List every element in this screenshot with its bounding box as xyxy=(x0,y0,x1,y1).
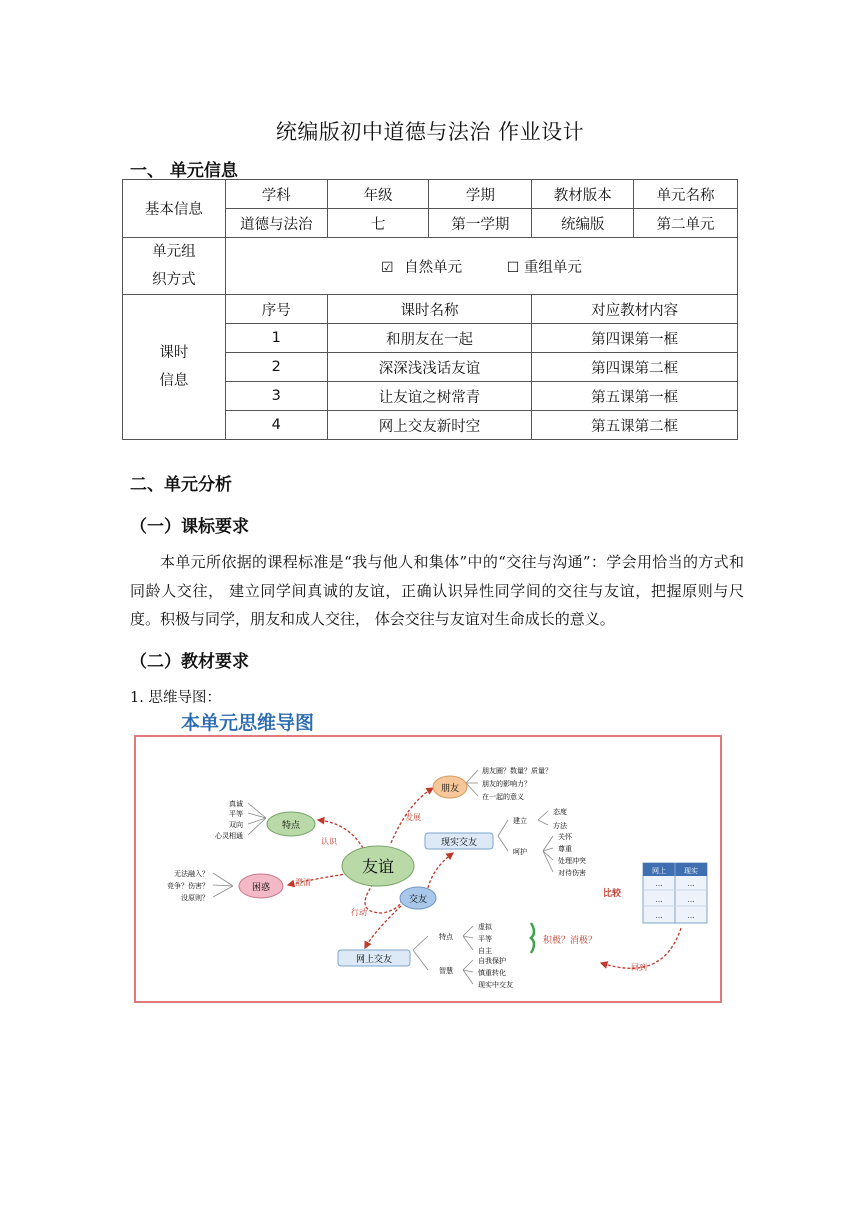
wisdom-item: 自我保护 xyxy=(478,957,506,965)
confusion-item: 竞争？伤害？ xyxy=(167,882,209,890)
establish-item: 方法 xyxy=(553,822,567,830)
positive-negative-label: 积极？消极？ xyxy=(543,936,598,946)
edge-recognize-label: 认识 xyxy=(321,837,337,846)
feature-item: 平等 xyxy=(229,810,243,818)
curriculum-standard-text: 本单元所依据的课程标准是“我与他人和集体”中的“交往与沟通”：学会用恰当的方式和同龄人交往， 建立同学间真诚的友谊，正确认识异性同学间的交往与友谊，把握原则与尺度。积极与同学，朋友和成人交往， 体会交往与友谊对生命成长的意义。 xyxy=(130,553,744,628)
header-subject: 学科 xyxy=(225,180,327,209)
maintain-item: 处理冲突 xyxy=(558,857,586,865)
wisdom-label: 智慧 xyxy=(439,967,453,975)
compare-cell: ... xyxy=(687,912,695,920)
lesson-name: 和朋友在一起 xyxy=(327,324,532,353)
wisdom-item: 现实中交友 xyxy=(478,981,513,989)
online-feature-item: 平等 xyxy=(478,935,492,943)
header-unit-name: 单元名称 xyxy=(634,180,738,209)
subheading-textbook-requirement: （二）教材要求 xyxy=(130,652,249,672)
natural-unit-checkbox[interactable]: ☑ xyxy=(380,259,394,276)
lesson-content: 第五课第二框 xyxy=(532,411,738,440)
lesson-label-line1: 课时 xyxy=(159,345,189,361)
lesson-label-line2: 信息 xyxy=(159,373,189,389)
org-method-options xyxy=(225,238,737,295)
lesson-no: 1 xyxy=(225,324,327,353)
feature-item: 双向 xyxy=(229,821,243,829)
value-subject: 道德与法治 xyxy=(225,209,327,238)
regroup-unit-checkbox[interactable]: ☐ xyxy=(506,259,520,276)
lesson-content: 第四课第二框 xyxy=(532,353,738,382)
compare-label: 比较 xyxy=(603,889,622,899)
establish-label: 建立 xyxy=(513,817,527,825)
online-feature-item: 虚拟 xyxy=(478,923,492,931)
maintain-item: 对待伤害 xyxy=(558,869,586,877)
return-label: 回到 xyxy=(631,963,647,972)
section-heading-unit-info: 一、 单元信息 xyxy=(130,161,238,181)
page-title: 统编版初中道德与法治 作业设计 xyxy=(275,120,585,144)
online-feature-label: 特点 xyxy=(439,933,453,941)
lesson-header-no: 序号 xyxy=(225,295,327,324)
compare-header: 现实 xyxy=(684,867,698,875)
lesson-info-label xyxy=(123,295,226,440)
maintain-label: 呵护 xyxy=(513,848,527,856)
mindmap-title: 本单元思维导图 xyxy=(181,712,315,734)
org-label-line2: 织方式 xyxy=(152,272,196,288)
regroup-unit-label: 重组单元 xyxy=(523,259,582,276)
org-method-label xyxy=(123,238,226,295)
friend-item: 在一起的意义 xyxy=(482,793,524,801)
edge-develop-label: 发展 xyxy=(405,813,421,822)
friend-item: 朋友的影响力？ xyxy=(482,780,531,788)
value-grade: 七 xyxy=(327,209,429,238)
wisdom-item: 慎重转化 xyxy=(478,969,506,977)
compare-cell: ... xyxy=(655,896,663,904)
compare-cell: ... xyxy=(687,896,695,904)
lesson-content: 第五课第一框 xyxy=(532,382,738,411)
real-label: 现实交友 xyxy=(440,838,478,848)
edge-act-label: 行动 xyxy=(351,908,367,917)
compare-cell: ... xyxy=(655,880,663,888)
feature-item: 真诚 xyxy=(229,800,243,808)
online-feature-item: 自主 xyxy=(478,947,492,955)
value-unit-name: 第二单元 xyxy=(634,209,738,238)
feature-item: 心灵相通 xyxy=(215,832,243,840)
lesson-name: 网上交友新时空 xyxy=(327,411,532,440)
header-grade: 年级 xyxy=(327,180,429,209)
basic-info-label: 基本信息 xyxy=(123,180,226,238)
header-term: 学期 xyxy=(429,180,532,209)
lesson-content: 第四课第一框 xyxy=(532,324,738,353)
confusion-item: 没原则？ xyxy=(181,894,209,902)
compare-header: 网上 xyxy=(652,867,666,875)
mindmap-item-label: 1. 思维导图： xyxy=(130,690,221,706)
natural-unit-label: 自然单元 xyxy=(404,259,463,276)
section-heading-unit-analysis: 二、单元分析 xyxy=(130,475,232,495)
lesson-no: 4 xyxy=(225,411,327,440)
compare-cell: ... xyxy=(687,880,695,888)
confusion-label: 困惑 xyxy=(251,883,271,893)
mindmap-figure xyxy=(133,708,725,1006)
center-label: 友谊 xyxy=(361,857,395,876)
friend-label: 朋友 xyxy=(440,784,460,794)
online-label: 网上交友 xyxy=(355,955,393,965)
features-label: 特点 xyxy=(281,821,301,831)
lesson-no: 2 xyxy=(225,353,327,382)
maintain-item: 关怀 xyxy=(558,833,572,841)
compare-cell: ... xyxy=(655,912,663,920)
confusion-item: 无法融入？ xyxy=(174,870,209,878)
lesson-name: 让友谊之树常青 xyxy=(327,382,532,411)
lesson-header-name: 课时名称 xyxy=(327,295,532,324)
lesson-no: 3 xyxy=(225,382,327,411)
header-edition: 教材版本 xyxy=(532,180,634,209)
establish-item: 态度 xyxy=(553,808,567,816)
value-term: 第一学期 xyxy=(429,209,532,238)
friend-item: 朋友圈？数量？质量？ xyxy=(482,767,552,775)
lesson-header-content: 对应教材内容 xyxy=(532,295,738,324)
value-edition: 统编版 xyxy=(532,209,634,238)
unit-info-table xyxy=(122,179,738,440)
lesson-name: 深深浅浅话友谊 xyxy=(327,353,532,382)
subheading-curriculum-standard: （一）课标要求 xyxy=(130,517,249,537)
org-label-line1: 单元组 xyxy=(152,244,196,260)
making-label: 交友 xyxy=(408,895,428,905)
maintain-item: 尊重 xyxy=(558,845,572,853)
edge-clear-label: 澄清 xyxy=(295,878,311,887)
